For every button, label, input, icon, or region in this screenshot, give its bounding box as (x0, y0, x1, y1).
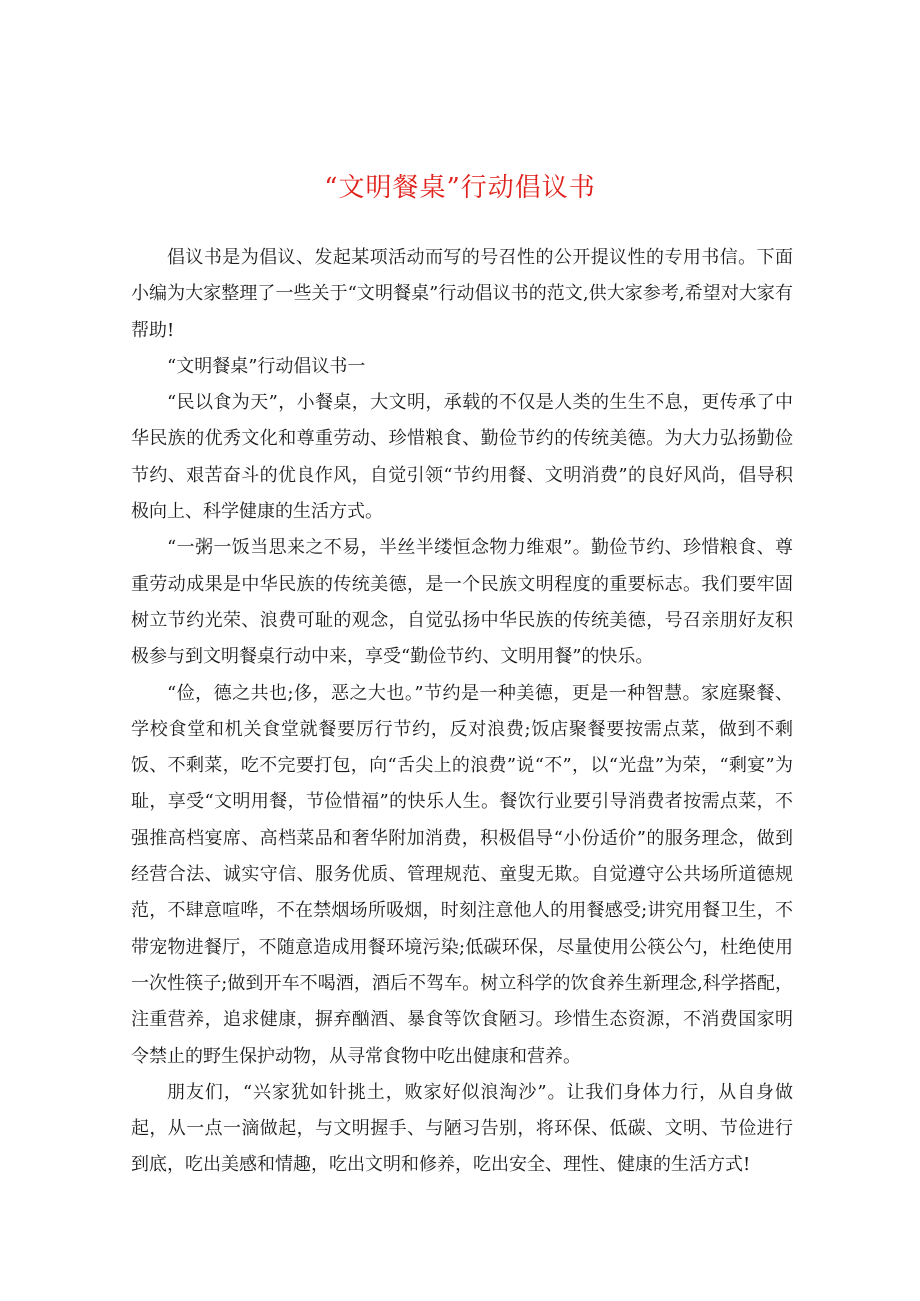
document-body (131, 240, 793, 1184)
paragraph-intro: 倡议书是为倡议、发起某项活动而写的号召性的公开提议性的专用书信。下面小编为大家整理了一些关于“文明餐桌”行动倡议书的范文,供大家参考,希望对大家有帮助! (131, 247, 793, 341)
paragraph-2: “一粥一饭当思来之不易，半丝半缕恒念物力维艰”。勤俭节约、珍惜粮食、尊重劳动成果是中华民族的传统美德，是一个民族文明程度的重要标志。我们要牢固树立节约光荣、浪费可耻的观念，自觉弘扬中华民族的传统美德，号召亲朋好友积极参与到文明餐桌行动中来，享受“勤俭节约、文明用餐”的快乐。 (131, 537, 793, 668)
paragraph-subtitle: “文明餐桌”行动倡议书一 (167, 355, 366, 377)
paragraph-4: 朋友们，“兴家犹如针挑土，败家好似浪淘沙”。让我们身体力行，从自身做起，从一点一滴做起，与文明握手、与陋习告别，将环保、低碳、文明、节俭进行到底，吃出美感和情趣，吃出文明和修养，吃出安全、理性、健康的生活方式! (131, 1081, 793, 1176)
document-title: “文明餐桌”行动倡议书 (324, 173, 596, 203)
paragraph-1: “民以食为天”，小餐桌，大文明，承载的不仅是人类的生生不息，更传承了中华民族的优秀文化和尊重劳动、珍惜粮食、勤俭节约的传统美德。为大力弘扬勤俭节约、艰苦奋斗的优良作风，自觉引领“节约用餐、文明消费”的良好风尚，倡导积极向上、科学健康的生活方式。 (131, 392, 793, 523)
paragraph-3: “俭，德之共也;侈，恶之大也。”节约是一种美德，更是一种智慧。家庭聚餐、学校食堂和机关食堂就餐要厉行节约，反对浪费;饭店聚餐要按需点菜，做到不剩饭、不剩菜，吃不完要打包，向“舌尖上的浪费”说“不”，以“光盘”为荣，“剩宴”为耻，享受“文明用餐，节俭惜福”的快乐人生。餐饮行业要引导消费者按需点菜，不强推高档宴席、高档菜品和奢华附加消费，积极倡导“小份适价”的服务理念，做到经营合法、诚实守信、服务优质、管理规范、童叟无欺。自觉遵守公共场所道德规范，不肆意喧哗，不在禁烟场所吸烟，时刻注意他人的用餐感受;讲究用餐卫生，不带宠物进餐厅，不随意造成用餐环境污染;低碳环保，尽量使用公筷公勺，杜绝使用一次性筷子;做到开车不喝酒，酒后不驾车。树立科学的饮食养生新理念,科学搭配，注重营养，追求健康，摒弃酗酒、暴食等饮食陋习。珍惜生态资源，不消费国家明令禁止的野生保护动物，从寻常食物中吃出健康和营养。 (131, 682, 793, 1067)
